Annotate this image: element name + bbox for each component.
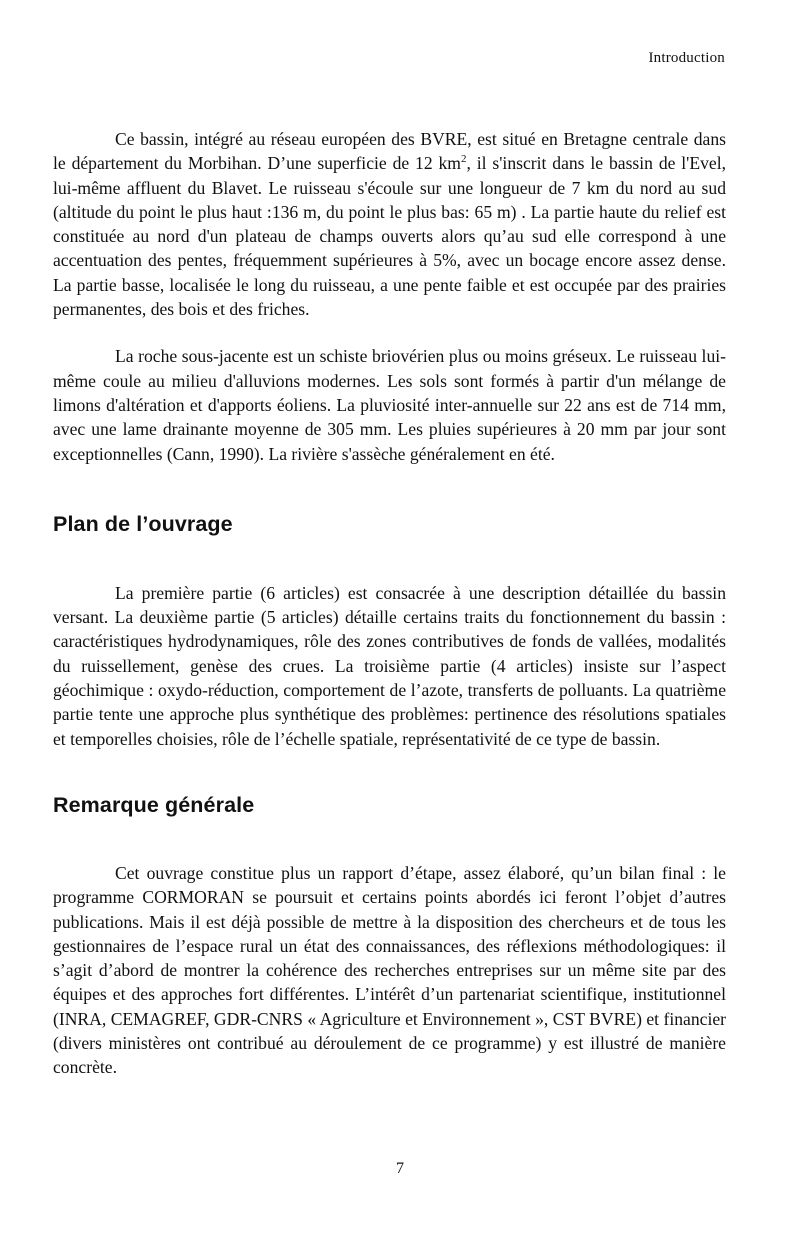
- plan-paragraph: La première partie (6 articles) est consacrée à une description détaillée du bassin versant. La deuxième partie (5 articles) détaille certains traits du fonctionnement du bassin : caractéristiques hydrodynamiques, rôle des zones contributives de fonds de vallées, modalités du ruissellement, genèse des crues. La troisième partie (4 articles) insiste sur l’aspect géochimique : oxydo-réduction, comportement de l’azote, transferts de polluants. La quatrième partie tente une approche plus synthétique des problèmes: pertinence des résolutions spatiales et temporelles choisies, rôle de l’échelle spatiale, représentativité de ce type de bassin.: [53, 582, 726, 749]
- page-body: [53, 127, 726, 1080]
- remarque-paragraph: Cet ouvrage constitue plus un rapport d’étape, assez élaboré, qu’un bilan final : le programme CORMORAN se poursuit et certains points abordés ici feront l’objet d’autres publications. Mais il est déjà possible de mettre à la disposition des chercheurs et de tous les gestionnaires de l’espace rural un état des connaissances, des réflexions méthodologiques: il s’agit d’abord de montrer la cohérence des recherches entreprises sur un même site par des équipes et des approches fort différentes. L’intérêt d’un partenariat scientifique, institutionnel (INRA, CEMAGREF, GDR-CNRS « Agriculture et Environnement », CST BVRE) et financier (divers ministères ont contribué au déroulement de ce programme) y est illustré de manière concrète.: [53, 862, 726, 1078]
- section-heading-plan: Plan de l’ouvrage: [53, 511, 233, 536]
- intro-paragraph-1: [53, 127, 726, 321]
- running-header: Introduction: [648, 50, 725, 66]
- superscript-2: 2: [461, 153, 467, 166]
- section-heading-remarque: Remarque générale: [53, 792, 255, 817]
- intro-paragraph-1-text-b: , il s'inscrit dans le bassin de l'Evel, lui-même affluent du Blavet. Le ruisseau s'écoule sur une longueur de 7 km du nord au sud (altitude du point le plus haut :136 m, du point le plus bas: 65 m) . La partie haute du relief est constituée au nord d'un plateau de champs ouverts alors qu’au sud elle correspond à une accentuation des pentes, fréquemment supérieures à 5%, avec un bocage encore assez dense. La partie basse, localisée le long du ruisseau, a une pente faible et est occupée par des prairies permanentes, des bois et des friches.: [53, 153, 726, 320]
- intro-paragraph-1-text-a: Ce bassin, intégré au réseau européen des BVRE, est situé en Bretagne centrale dans le département du Morbihan. D’une superficie de 12 km: [53, 129, 726, 174]
- intro-paragraph-2: La roche sous-jacente est un schiste briovérien plus ou moins gréseux. Le ruisseau lui-même coule au milieu d'alluvions modernes. Les sols sont formés à partir d'un mélange de limons d'altération et d'apports éoliens. La pluviosité inter-annuelle sur 22 ans est de 714 mm, avec une lame drainante moyenne de 305 mm. Les pluies supérieures à 20 mm par jour sont exceptionnelles (Cann, 1990). La rivière s'assèche généralement en été.: [53, 346, 726, 464]
- page-number: 7: [396, 1160, 404, 1177]
